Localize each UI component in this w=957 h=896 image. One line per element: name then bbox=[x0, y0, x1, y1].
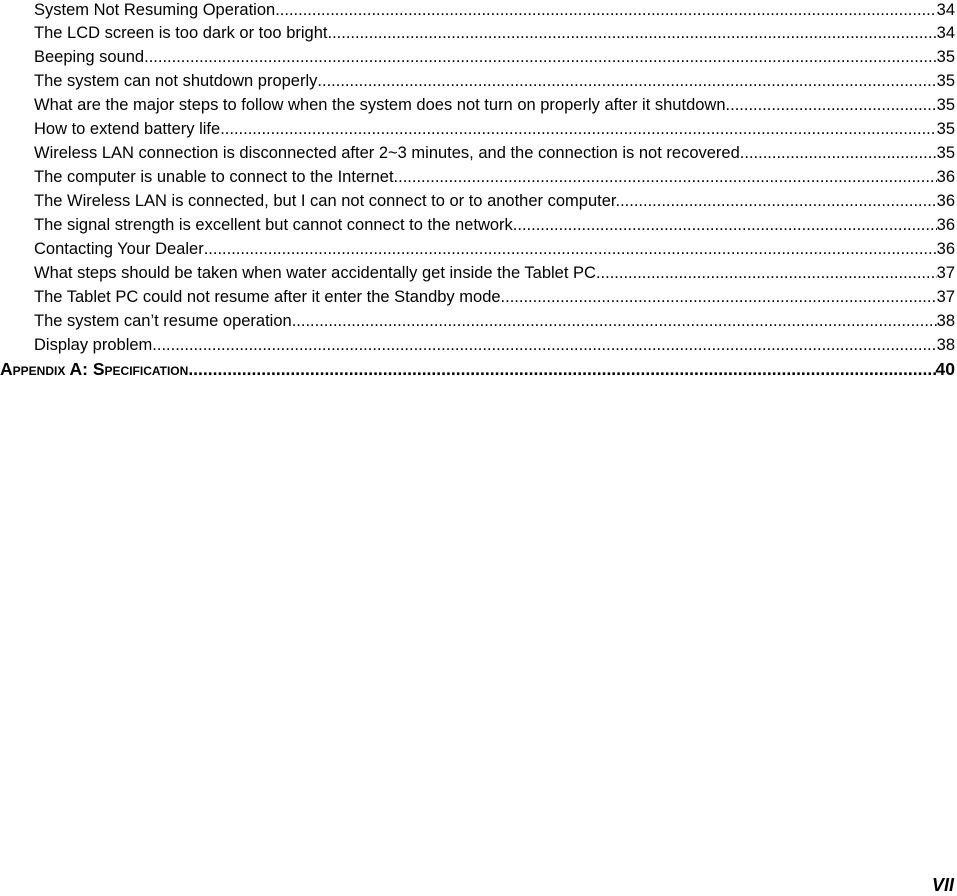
toc-entry-page: 35 bbox=[936, 144, 955, 162]
toc-entry-page: 36 bbox=[936, 240, 955, 258]
toc-entry-title: The system can’t resume operation bbox=[34, 312, 292, 330]
toc-entry-page: 34 bbox=[936, 1, 955, 19]
toc-appendix-page: 40 bbox=[935, 359, 955, 379]
toc-entry-page: 38 bbox=[936, 336, 955, 354]
toc-leader-dots bbox=[327, 21, 936, 45]
toc-entry-title: What steps should be taken when water accidentally get inside the Tablet PC bbox=[34, 264, 596, 282]
toc-entry-page: 37 bbox=[936, 288, 955, 306]
toc-entry[interactable] bbox=[34, 141, 955, 165]
toc-entry-title: The computer is unable to connect to the Internet. bbox=[34, 168, 399, 186]
toc-leader-dots bbox=[501, 285, 937, 309]
toc-entry[interactable] bbox=[34, 93, 955, 117]
toc-leader-dots bbox=[596, 261, 937, 285]
toc-leader-dots bbox=[744, 141, 936, 165]
toc-entry[interactable] bbox=[34, 117, 955, 141]
toc-entry-title: Wireless LAN connection is disconnected after 2~3 minutes, and the connection is not recovered. bbox=[34, 144, 745, 162]
toc-entry-page: 35 bbox=[936, 72, 955, 90]
toc-leader-dots bbox=[292, 309, 937, 333]
toc-appendix-entry[interactable] bbox=[0, 357, 955, 381]
toc-leader-dots bbox=[204, 237, 937, 261]
toc-leader-dots bbox=[220, 117, 936, 141]
toc-entry-title: Display problem bbox=[34, 336, 153, 354]
toc-entry-title: The system can not shutdown properly bbox=[34, 72, 318, 90]
toc-leader-dots bbox=[188, 357, 935, 381]
page-number: VII bbox=[931, 875, 954, 895]
toc-entry[interactable] bbox=[34, 261, 955, 285]
toc-leader-dots bbox=[152, 333, 936, 357]
toc-entry[interactable] bbox=[34, 189, 955, 213]
toc-entry-title: Contacting Your Dealer bbox=[34, 240, 204, 258]
toc-entry[interactable] bbox=[34, 165, 955, 189]
toc-entry-page: 35 bbox=[936, 96, 955, 114]
toc-entry-page: 35 bbox=[936, 48, 955, 66]
toc-entry-page: 36 bbox=[936, 216, 955, 234]
toc-entry-title: How to extend battery life bbox=[34, 120, 221, 138]
toc-entry[interactable] bbox=[34, 69, 955, 93]
toc-appendix-title: Appendix A: Specification bbox=[0, 359, 189, 379]
toc-entry-title: System Not Resuming Operation bbox=[34, 1, 276, 19]
toc-entry-title: The Tablet PC could not resume after it enter the Standby mode bbox=[34, 288, 501, 306]
toc-leader-dots bbox=[398, 165, 937, 189]
toc-entry[interactable] bbox=[34, 213, 955, 237]
toc-entry[interactable] bbox=[34, 0, 955, 21]
toc-entry[interactable] bbox=[34, 333, 955, 357]
toc-leader-dots bbox=[726, 93, 937, 117]
toc-entry-page: 35 bbox=[936, 120, 955, 138]
toc-entry-title: Beeping sound bbox=[34, 48, 145, 66]
toc-entry-page: 34 bbox=[936, 24, 955, 42]
toc-entry-page: 38 bbox=[936, 312, 955, 330]
toc-entry[interactable] bbox=[34, 21, 955, 45]
toc-entry[interactable] bbox=[34, 237, 955, 261]
toc-entry-title: What are the major steps to follow when the system does not turn on properly after it shutdown bbox=[34, 96, 726, 114]
toc-entry-title: The Wireless LAN is connected, but I can not connect to or to another computer. bbox=[34, 192, 621, 210]
toc-entry[interactable] bbox=[34, 309, 955, 333]
toc-entry[interactable] bbox=[34, 45, 955, 69]
toc-entry-page: 36 bbox=[936, 192, 955, 210]
toc-leader-dots bbox=[144, 45, 937, 69]
toc-leader-dots bbox=[513, 213, 937, 237]
toc-leader-dots bbox=[317, 69, 936, 93]
toc-leader-dots bbox=[275, 0, 936, 20]
toc-leader-dots bbox=[620, 189, 937, 213]
toc-entry-page: 36 bbox=[936, 168, 955, 186]
toc-entry[interactable] bbox=[34, 285, 955, 309]
table-of-contents bbox=[0, 0, 955, 381]
toc-entry-title: The LCD screen is too dark or too bright bbox=[34, 24, 328, 42]
toc-entry-page: 37 bbox=[936, 264, 955, 282]
toc-entry-title: The signal strength is excellent but cannot connect to the network bbox=[34, 216, 513, 234]
